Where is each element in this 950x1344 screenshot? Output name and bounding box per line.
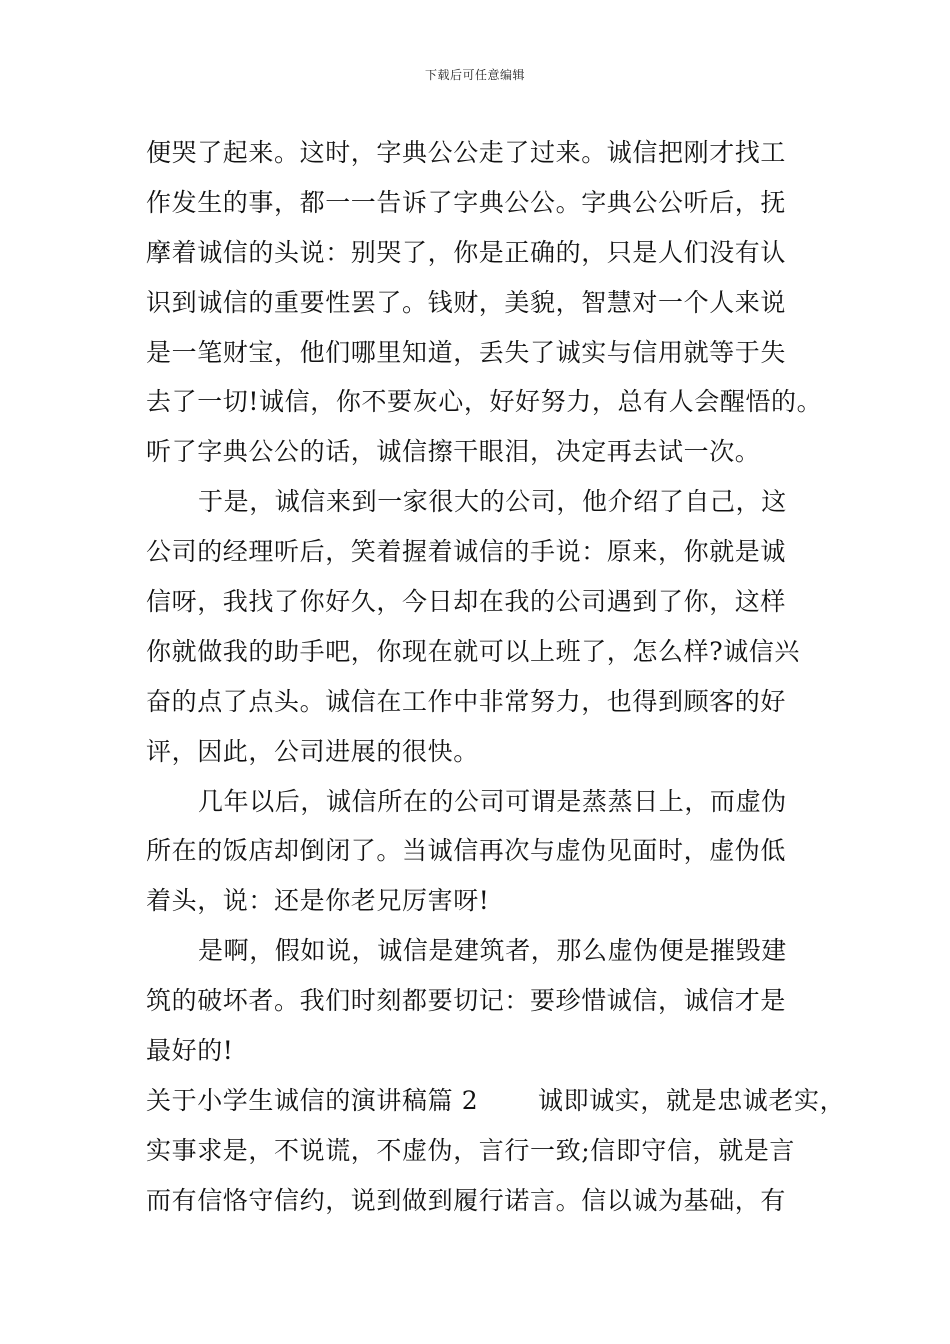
text-line: 评，因此，公司进展的很快。 (146, 736, 479, 766)
paragraph-start-line: 几年以后，诚信所在的公司可谓是蒸蒸日上，而虚伪 (198, 786, 787, 816)
text-line: 所在的饭店却倒闭了。当诚信再次与虚伪见面时，虚伪低 (146, 836, 787, 866)
text-line: 你就做我的助手吧，你现在就可以上班了，怎么样?诚信兴 (146, 636, 801, 666)
text-line: 听了字典公公的话，诚信擦干眼泪，决定再去试一次。 (146, 437, 761, 467)
text-line: 筑的破坏者。我们时刻都要切记：要珍惜诚信，诚信才是 (146, 986, 787, 1016)
header-note: 下载后可任意编辑 (424, 68, 525, 82)
text-line: 实事求是，不说谎，不虚伪，言行一致;信即守信，就是言 (146, 1135, 796, 1165)
text-line: 信呀，我找了你好久，今日却在我的公司遇到了你，这样 (146, 587, 787, 617)
text-line: 公司的经理听后，笑着握着诚信的手说：原来，你就是诚 (146, 537, 787, 567)
text-line: 最好的! (146, 1036, 234, 1066)
text-line: 作发生的事，都一一告诉了字典公公。字典公公听后，抚 (146, 187, 787, 217)
paragraph-start-line: 是啊，假如说，诚信是建筑者，那么虚伪便是摧毁建 (198, 936, 787, 966)
text-line: 摩着诚信的头说：别哭了，你是正确的，只是人们没有认 (146, 237, 787, 267)
document-body (146, 128, 846, 1226)
text-line: 是一笔财宝，他们哪里知道，丢失了诚实与信用就等于失 (146, 337, 787, 367)
text-line: 而有信恪守信约，说到做到履行诺言。信以诚为基础，有 (146, 1185, 787, 1215)
section-heading-line: 关于小学生诚信的演讲稿篇 2 诚即诚实，就是忠诚老实， (146, 1085, 846, 1115)
text-line: 便哭了起来。这时，字典公公走了过来。诚信把刚才找工 (146, 138, 787, 167)
text-line: 识到诚信的重要性罢了。钱财，美貌，智慧对一个人来说 (146, 287, 787, 317)
text-line: 去了一切!诚信，你不要灰心，好好努力，总有人会醒悟的。 (146, 387, 823, 417)
paragraph-start-line: 于是，诚信来到一家很大的公司，他介绍了自己，这 (198, 487, 787, 517)
text-line: 着头，说：还是你老兄厉害呀! (146, 886, 490, 916)
text-line: 奋的点了点头。诚信在工作中非常努力，也得到顾客的好 (146, 686, 787, 716)
